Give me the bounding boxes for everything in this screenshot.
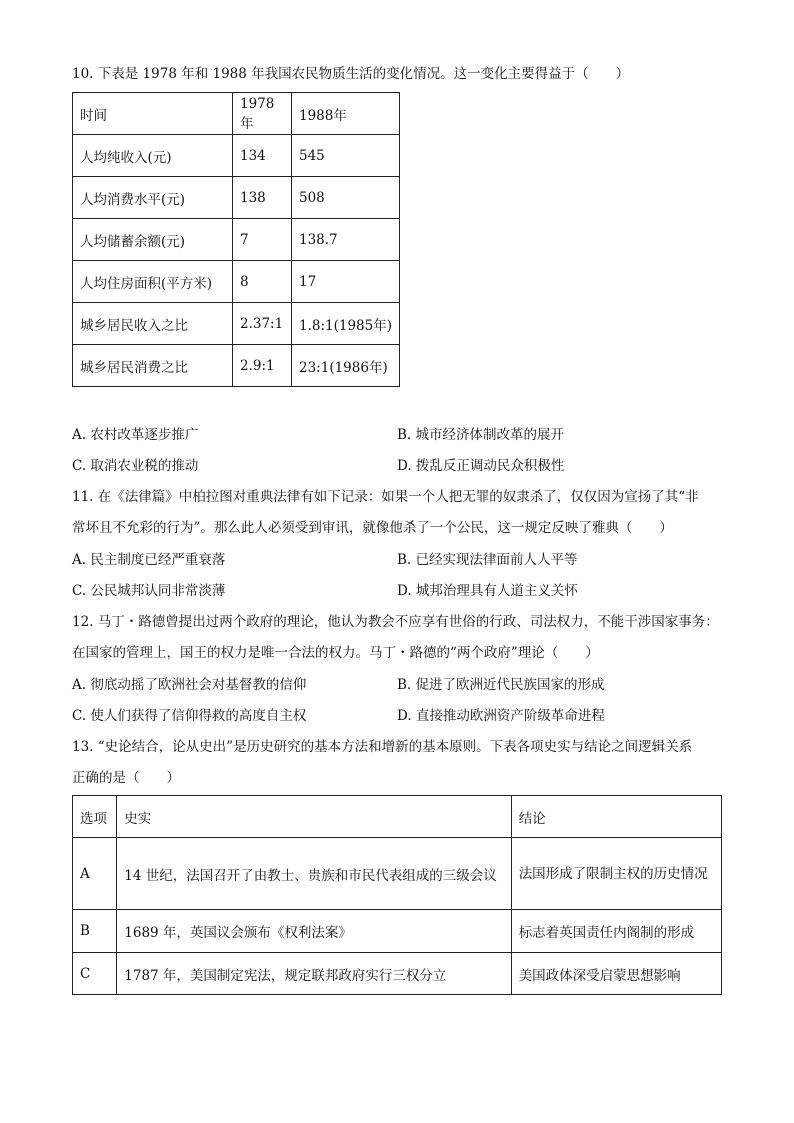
table-row <box>73 177 400 219</box>
table-row <box>73 838 722 910</box>
question-11-stem-line-1: 11. 在《法律篇》中柏拉图对重典法律有如下记录：如果一个人把无罪的奴隶杀了，仅仅因为宣扬了其“非 <box>72 489 699 505</box>
table-header-cell: 时间 <box>73 93 233 135</box>
table-cell: 545 <box>292 135 400 177</box>
table-header-cell: 选项 <box>73 796 117 838</box>
table-cell: 美国政体深受启蒙思想影响 <box>511 953 721 995</box>
table-cell: 人均消费水平(元) <box>73 177 233 219</box>
question-12-stem-line-2: 在国家的管理上，国王的权力是唯一合法的权力。马丁・路德的“两个政府”理论（ ） <box>72 645 599 661</box>
option-10-d[interactable]: D. 拨乱反正调动民众积极性 <box>397 458 565 474</box>
option-12-b[interactable]: B. 促进了欧洲近代民族国家的形成 <box>397 677 605 693</box>
table-cell[interactable]: C <box>73 953 117 995</box>
table-cell: 人均纯收入(元) <box>73 135 233 177</box>
table-cell: 2.9:1 <box>233 345 292 387</box>
table-row <box>73 135 400 177</box>
table-cell: 8 <box>233 261 292 303</box>
question-13-stem-line-1: 13. “史论结合，论从史出”是历史研究的基本方法和增新的基本原则。下表各项史实与结论之间逻辑关系 <box>72 739 693 755</box>
table-header-cell: 1988年 <box>292 93 400 135</box>
question-12-stem-line-1: 12. 马丁・路德曾提出过两个政府的理论，他认为教会不应享有世俗的行政、司法权力，不能干涉国家事务： <box>72 614 719 630</box>
rural-living-table <box>72 92 400 387</box>
table-row <box>73 261 400 303</box>
table-cell: 2.37:1 <box>233 303 292 345</box>
option-10-c[interactable]: C. 取消农业税的推动 <box>72 458 199 474</box>
option-10-b[interactable]: B. 城市经济体制改革的展开 <box>397 427 565 443</box>
table-cell: 134 <box>233 135 292 177</box>
table-cell: 标志着英国责任内阁制的形成 <box>511 910 721 953</box>
table-cell: 城乡居民消费之比 <box>73 345 233 387</box>
option-11-d[interactable]: D. 城邦治理具有人道主义关怀 <box>397 583 578 599</box>
table-header-cell: 结论 <box>511 796 721 838</box>
table-cell: 1689 年，英国议会颁布《权利法案》 <box>117 910 511 953</box>
option-11-b[interactable]: B. 已经实现法律面前人人平等 <box>397 552 578 568</box>
history-logic-table <box>72 795 722 995</box>
option-12-a[interactable]: A. 彻底动摇了欧洲社会对基督教的信仰 <box>72 677 307 693</box>
table-cell[interactable]: A <box>73 838 117 910</box>
option-11-a[interactable]: A. 民主制度已经严重衰落 <box>72 552 226 568</box>
table-cell: 508 <box>292 177 400 219</box>
table-cell: 人均储蓄余额(元) <box>73 219 233 261</box>
table-row <box>73 910 722 953</box>
table-header-row <box>73 93 400 135</box>
table-cell: 14 世纪，法国召开了由教士、贵族和市民代表组成的三级会议 <box>117 838 511 910</box>
table-cell: 23:1(1986年) <box>292 345 400 387</box>
option-10-a[interactable]: A. 农村改革逐步推广 <box>72 427 199 443</box>
table-cell: 138.7 <box>292 219 400 261</box>
table-cell: 城乡居民收入之比 <box>73 303 233 345</box>
table-cell: 1.8:1(1985年) <box>292 303 400 345</box>
question-11-stem-line-2: 常坏且不允彩的行为”。那么此人必须受到审讯，就像他杀了一个公民，这一规定反映了雅典（ ） <box>72 520 673 536</box>
question-10-stem: 10. 下表是 1978 年和 1988 年我国农民物质生活的变化情况。这一变化主要得益于（ ） <box>72 66 630 82</box>
table-row <box>73 953 722 995</box>
option-12-d[interactable]: D. 直接推动欧洲资产阶级革命进程 <box>397 708 605 724</box>
table-row <box>73 345 400 387</box>
table-cell[interactable]: B <box>73 910 117 953</box>
option-11-c[interactable]: C. 公民城邦认同非常淡薄 <box>72 583 226 599</box>
table-cell: 7 <box>233 219 292 261</box>
table-cell: 人均住房面积(平方米) <box>73 261 233 303</box>
table-row <box>73 303 400 345</box>
table-header-cell: 史实 <box>117 796 511 838</box>
table-header-row <box>73 796 722 838</box>
table-header-cell: 1978年 <box>233 93 292 135</box>
table-cell: 法国形成了限制主权的历史情况 <box>511 838 721 910</box>
table-cell: 138 <box>233 177 292 219</box>
table-row <box>73 219 400 261</box>
table-cell: 17 <box>292 261 400 303</box>
option-12-c[interactable]: C. 使人们获得了信仰得救的高度自主权 <box>72 708 307 724</box>
table-cell: 1787 年，美国制定宪法，规定联邦政府实行三权分立 <box>117 953 511 995</box>
question-13-stem-line-2: 正确的是（ ） <box>72 770 180 786</box>
